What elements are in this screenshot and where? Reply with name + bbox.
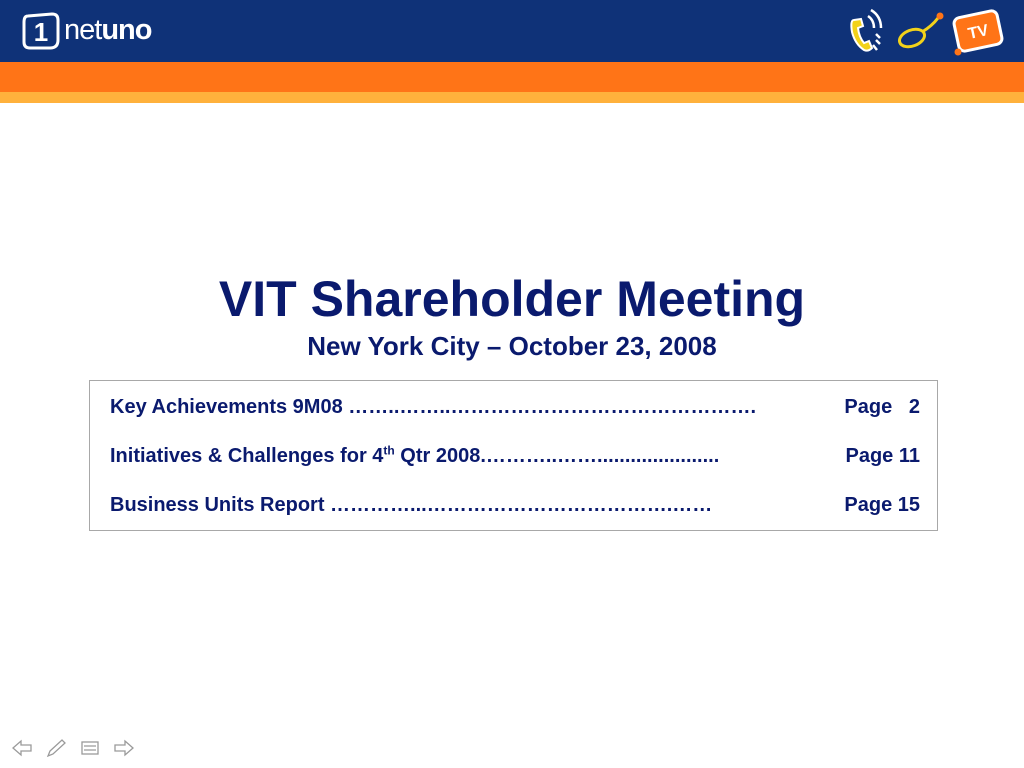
mouse-icon (897, 13, 943, 50)
toc-item-label: Initiatives & Challenges for 4th Qtr 2008.………..……...................... (110, 443, 720, 467)
svg-text:1: 1 (33, 17, 49, 47)
toc-page-number: Page 11 (845, 445, 920, 467)
svg-text:TV: TV (966, 22, 991, 43)
service-icons (846, 4, 1006, 58)
menu-icon[interactable] (78, 736, 102, 760)
toc-item-key-achievements[interactable] (110, 394, 920, 420)
toc-leader-dots: ………..……...................... (485, 445, 720, 467)
toc-item-label: Key Achievements 9M08 ……..……..………………………………………. (110, 396, 757, 418)
toc-item-business-units[interactable] (110, 492, 920, 518)
phone-icon (851, 10, 881, 51)
logo-text-uno: uno (101, 13, 152, 46)
netuno-logo (20, 8, 151, 54)
orange-accent-band (0, 92, 1024, 103)
logo-text-net: net (64, 13, 102, 46)
forward-arrow-icon[interactable] (112, 736, 136, 760)
toc-page-number: Page 2 (844, 396, 920, 418)
toc-page-number: Page 15 (844, 494, 920, 516)
slide-navigation (10, 736, 136, 760)
toc-leader-dots: ……..……..………………………………………. (348, 396, 757, 418)
logo-wordmark (64, 14, 151, 47)
toc-item-label: Business Units Report …………...……………………………….…… (110, 494, 713, 516)
pen-icon[interactable] (44, 736, 68, 760)
toc-item-initiatives[interactable] (110, 443, 920, 469)
slide-subtitle: New York City – October 23, 2008 (307, 331, 717, 361)
orange-band (0, 62, 1024, 92)
back-arrow-icon[interactable] (10, 736, 34, 760)
tv-icon (953, 10, 1003, 56)
table-of-contents (89, 380, 938, 531)
slide-title: VIT Shareholder Meeting (218, 271, 806, 327)
logo-mark-icon (20, 10, 62, 52)
toc-leader-dots: …………...……………………………….…… (330, 494, 713, 516)
